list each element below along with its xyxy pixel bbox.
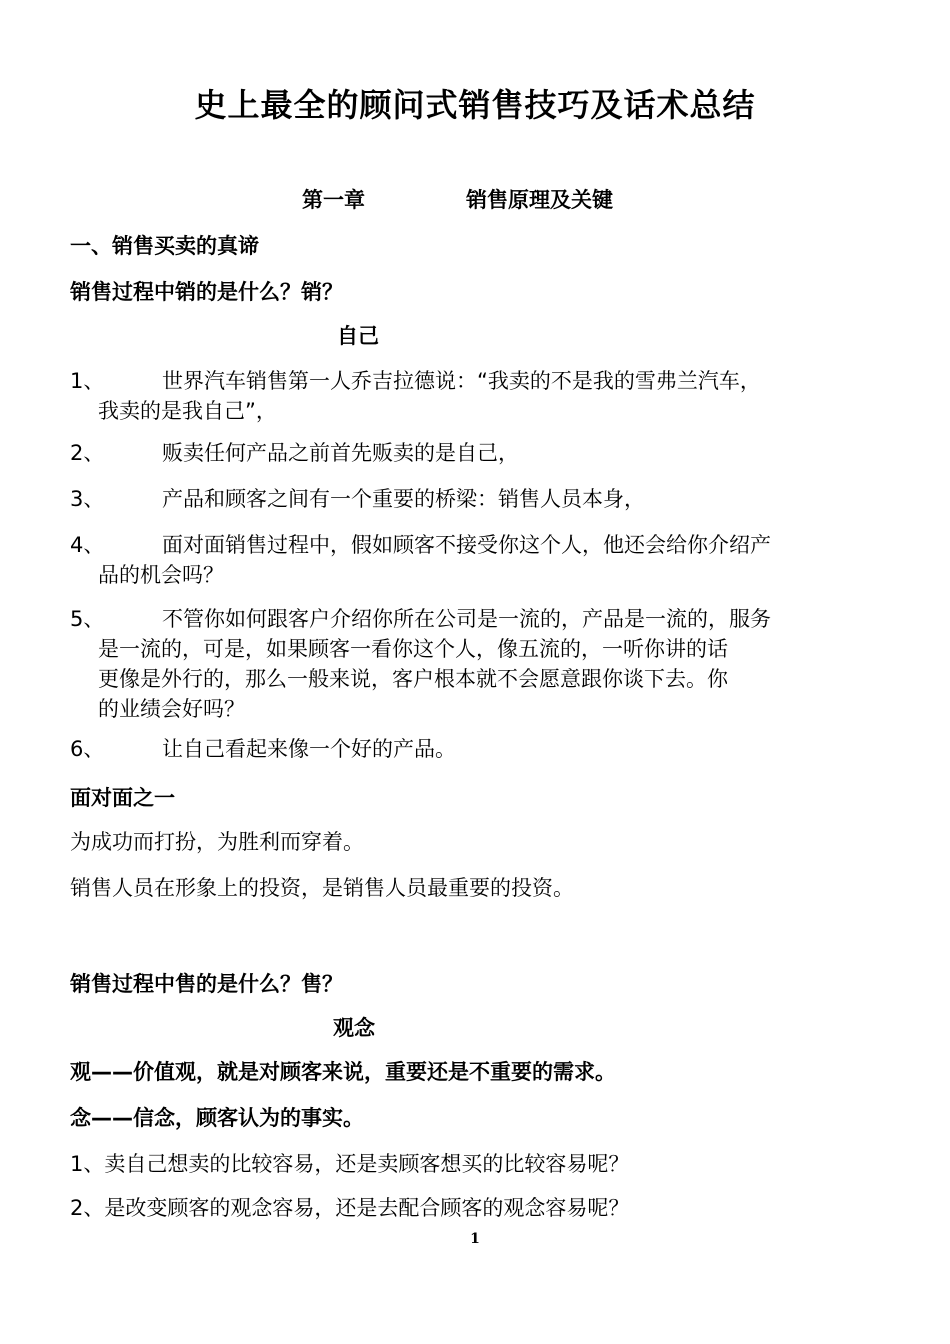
list-item-line: 世界汽车销售第一人乔吉拉德说：“我卖的不是我的雪弗兰汽车， (162, 369, 761, 393)
list-item-number: 5、 (70, 607, 105, 631)
question-1: 1、卖自己想卖的比较容易，还是卖顾客想买的比较容易呢？ (70, 1152, 630, 1176)
list-item-line: 贩卖任何产品之前首先贩卖的是自己， (162, 441, 519, 465)
page-number: 1 (470, 1231, 480, 1247)
chapter-name: 销售原理及关键 (466, 188, 613, 212)
question-2: 2、是改变顾客的观念容易，还是去配合顾客的观念容易呢？ (70, 1196, 630, 1220)
list-item-line: 是一流的，可是，如果顾客一看你这个人，像五流的，一听你讲的话 (98, 637, 728, 661)
section1-answer: 自己 (337, 324, 379, 348)
list-item (70, 604, 870, 724)
list-item (70, 366, 870, 426)
section-heading: 一、销售买卖的真谛 (70, 234, 259, 258)
list-item-line: 让自己看起来像一个好的产品。 (162, 737, 456, 761)
list-item-number: 3、 (70, 487, 105, 511)
list-item (70, 530, 870, 590)
list-item-line: 不管你如何跟客户介绍你所在公司是一流的，产品是一流的，服务 (162, 607, 771, 631)
list-item-line: 的业绩会好吗？ (98, 697, 245, 721)
section2-question: 销售过程中售的是什么？售？ (70, 972, 343, 996)
list-item-line: 更像是外行的，那么一般来说，客户根本就不会愿意跟你谈下去。你 (98, 667, 728, 691)
list-item-line: 产品和顾客之间有一个重要的桥梁：销售人员本身， (162, 487, 645, 511)
chapter-number: 第一章 (302, 188, 365, 212)
list-item (70, 484, 870, 514)
guan-definition: 观——价值观，就是对顾客来说，重要还是不重要的需求。 (70, 1060, 616, 1084)
nian-definition: 念——信念，顾客认为的事实。 (70, 1106, 364, 1130)
section1-question: 销售过程中销的是什么？销？ (70, 280, 343, 304)
list-item-line: 面对面销售过程中，假如顾客不接受你这个人，他还会给你介绍产 (162, 533, 771, 557)
list-item-line: 品的机会吗？ (98, 563, 224, 587)
list-item (70, 734, 870, 764)
document-title: 史上最全的顾问式销售技巧及话术总结 (194, 86, 756, 124)
section2-answer: 观念 (333, 1016, 375, 1040)
list-item-number: 1、 (70, 369, 105, 393)
list-item-number: 6、 (70, 737, 105, 761)
list-item-number: 4、 (70, 533, 105, 557)
list-item-line: 我卖的是我自己”， (98, 399, 277, 423)
list-item (70, 438, 870, 468)
list-item-number: 2、 (70, 441, 105, 465)
subheading: 面对面之一 (70, 786, 175, 810)
paragraph: 为成功而打扮，为胜利而穿着。 (70, 830, 364, 854)
paragraph: 销售人员在形象上的投资，是销售人员最重要的投资。 (70, 876, 574, 900)
